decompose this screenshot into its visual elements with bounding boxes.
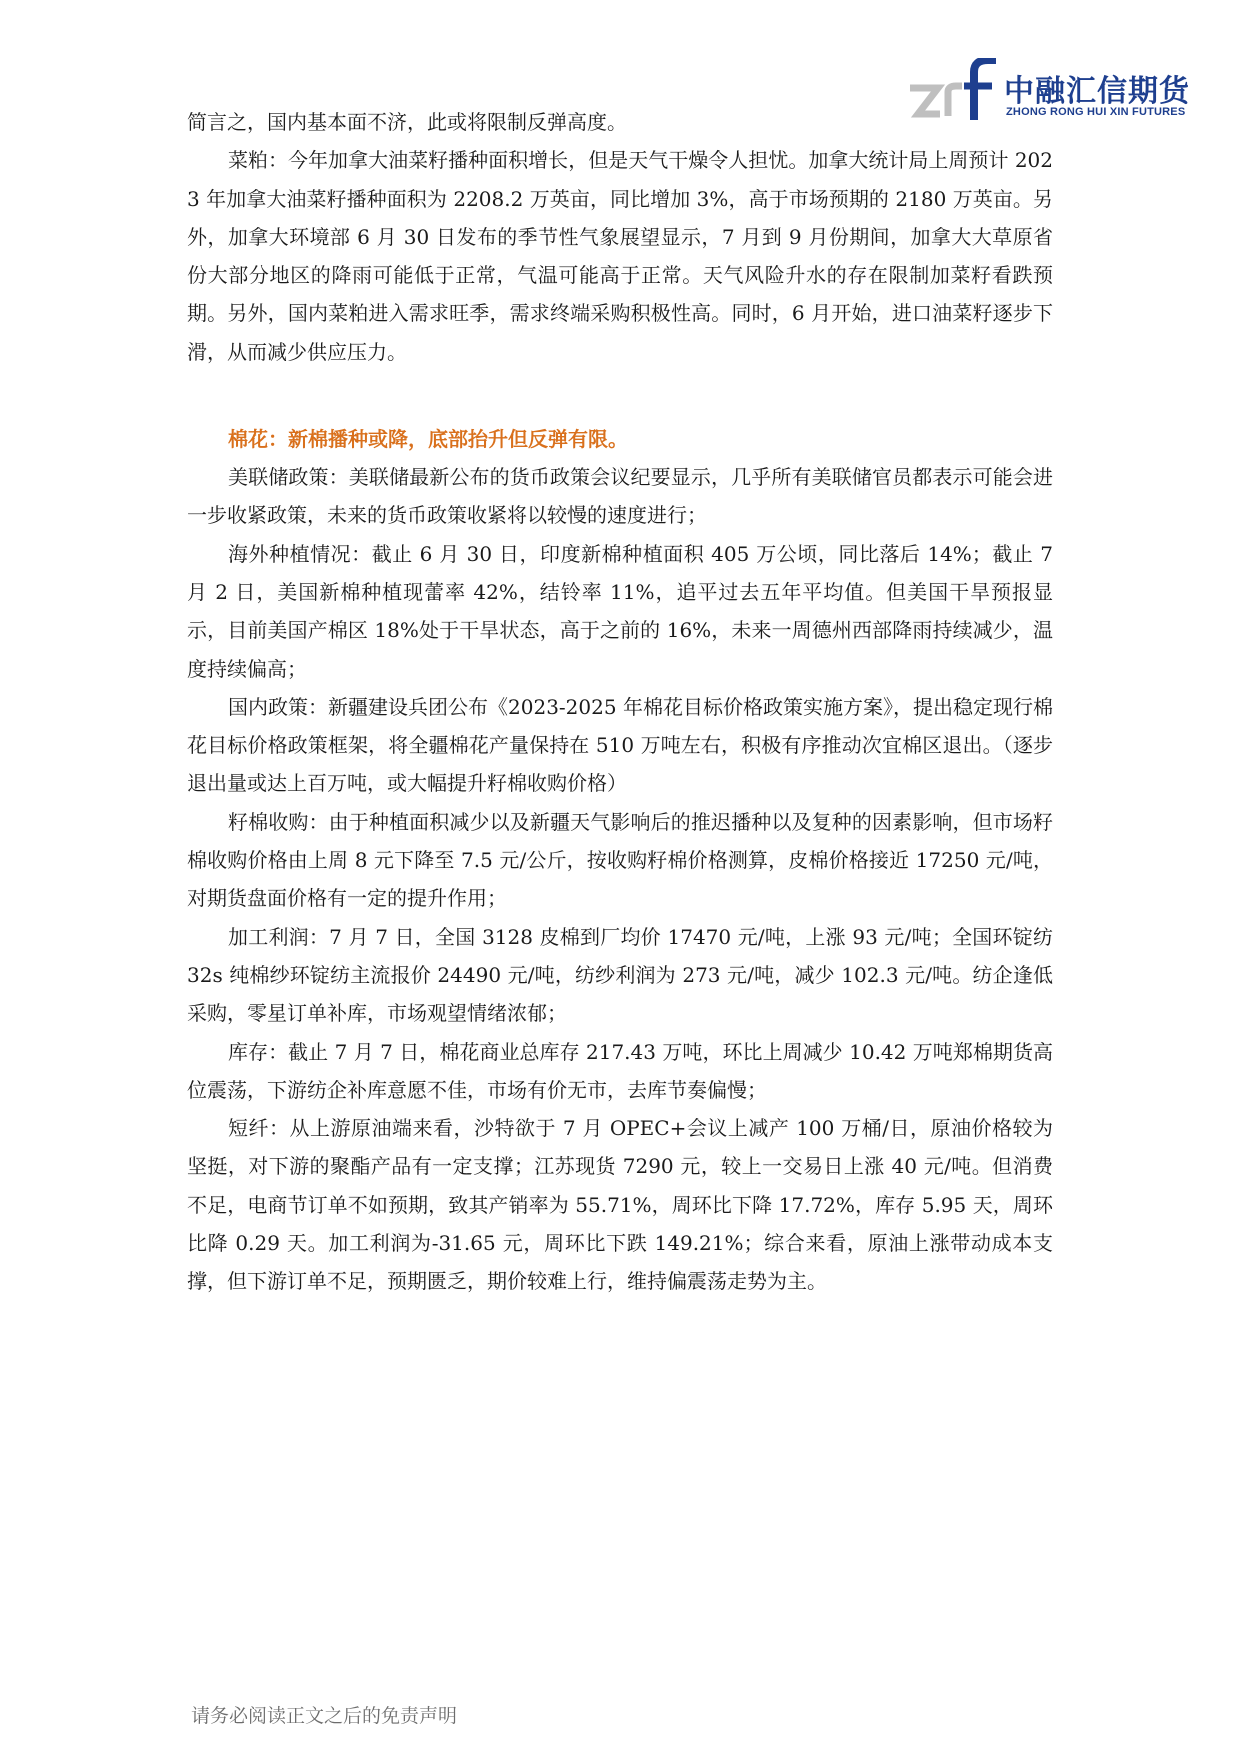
paragraph-inventory: 库存：截止 7 月 7 日，棉花商业总库存 217.43 万吨，环比上周减少 10.42 万吨郑棉期货高位震荡，下游纺企补库意愿不佳，市场有价无市，去库节奏偏慢；	[187, 1039, 1053, 1102]
paragraph-rapeseed-meal: 菜粕：今年加拿大油菜籽播种面积增长，但是天气干燥令人担忧。加拿大统计局上周预计 2023 年加拿大油菜籽播种面积为 2208.2 万英亩，同比增加 3%，高于市场预期的 2180 万英亩。另外，加拿大环境部 6 月 30 日发布的季节性气象展望显示，7 月到 9 月份期间，加拿大大草原省份大部分地区的降雨可能低于正常，气温可能高于正常。天气风险升水的存在限制加菜籽看跌预期。另外，国内菜粕进入需求旺季，需求终端采购积极性高。同时，6 月开始，进口油菜籽逐步下滑，从而减少供应压力。	[187, 148, 1053, 364]
paragraph-seed-cotton-purchase: 籽棉收购：由于种植面积减少以及新疆天气影响后的推迟播种以及复种的因素影响，但市场籽棉收购价格由上周 8 元下降至 7.5 元/公斤，按收购籽棉价格测算，皮棉价格接近 17250 元/吨，对期货盘面价格有一定的提升作用；	[187, 809, 1053, 911]
report-body	[187, 103, 1053, 1301]
logo-chinese-name: 中融汇信期货	[1004, 74, 1190, 109]
paragraph-staple-fiber: 短纤：从上游原油端来看，沙特欲于 7 月 OPEC+会议上减产 100 万桶/日，原油价格较为坚挺，对下游的聚酯产品有一定支撑；江苏现货 7290 元，较上一交易日上涨 40 元/吨。但消费不足，电商节订单不如预期，致其产销率为 55.71%，周环比下降 17.72%，库存 5.95 天，周环比降 0.29 天。加工利润为-31.65 元，周环比下跌 149.21%；综合来看，原油上涨带动成本支撑，但下游订单不足，预期匮乏，期价较难上行，维持偏震荡走势为主。	[187, 1116, 1053, 1294]
paragraph-summary: 简言之，国内基本面不济，此或将限制反弹高度。	[187, 110, 627, 134]
paragraph-processing-profit: 加工利润：7 月 7 日，全国 3128 皮棉到厂均价 17470 元/吨，上涨 93 元/吨；全国环锭纺 32s 纯棉纱环锭纺主流报价 24490 元/吨，纺纱利润为 273 元/吨，减少 102.3 元/吨。纺企逢低采购，零星订单补库，市场观望情绪浓郁；	[187, 924, 1053, 1026]
logo-english-name: ZHONG RONG HUI XIN FUTURES	[1006, 106, 1186, 118]
footer-disclaimer: 请务必阅读正文之后的免责声明	[191, 1705, 458, 1727]
paragraph-overseas-planting: 海外种植情况：截止 6 月 30 日，印度新棉种植面积 405 万公顷，同比落后 14%；截止 7 月 2 日，美国新棉种植现蕾率 42%，结铃率 11%，追平过去五年平均值。但美国干旱预报显示，目前美国产棉区 18%处于干旱状态，高于之前的 16%，未来一周德州西部降雨持续减少，温度持续偏高；	[187, 541, 1053, 681]
section-spacer	[187, 371, 1053, 420]
paragraph-fed-policy: 美联储政策：美联储最新公布的货币政策会议纪要显示，几乎所有美联储官员都表示可能会进一步收紧政策，未来的货币政策收紧将以较慢的速度进行；	[187, 465, 1053, 528]
section-heading-cotton: 棉花：新棉播种或降，底部抬升但反弹有限。	[228, 427, 628, 452]
paragraph-domestic-policy: 国内政策：新疆建设兵团公布《2023-2025 年棉花目标价格政策实施方案》，提出稳定现行棉花目标价格政策框架，将全疆棉花产量保持在 510 万吨左右，积极有序推动次宜棉区退出。（逐步退出量或达上百万吨，或大幅提升籽棉收购价格）	[187, 694, 1053, 796]
